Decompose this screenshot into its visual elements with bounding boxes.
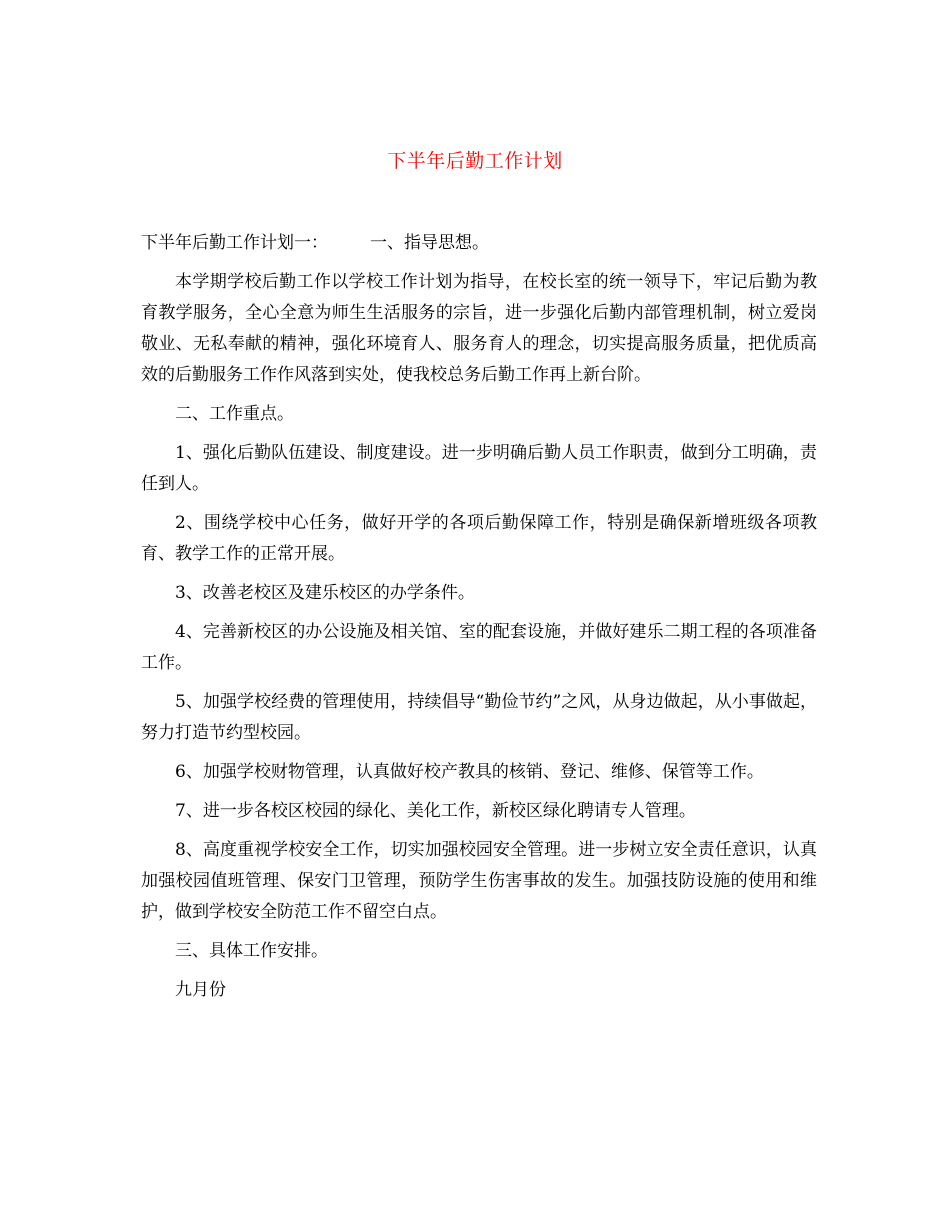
document-body (141, 228, 817, 1014)
paragraph-item-5: 5、加强学校经费的管理使用，持续倡导“勤俭节约”之风，从身边做起，从小事做起，努力打造节约型校园。 (141, 692, 817, 743)
paragraph-item-3: 3、改善老校区及建乐校区的办学条件。 (175, 583, 475, 603)
paragraph-item-6: 6、加强学校财物管理，认真做好校产教具的核销、登记、维修、保管等工作。 (175, 762, 764, 782)
document-title: 下半年后勤工作计划 (387, 150, 563, 172)
section-heading-key-work: 二、工作重点。 (175, 404, 294, 424)
section-heading-schedule: 三、具体工作安排。 (175, 941, 328, 961)
lead-line (141, 228, 817, 259)
paragraph-item-4: 4、完善新校区的办公设施及相关馆、室的配套设施，并做好建乐二期工程的各项准备工作。 (141, 622, 817, 673)
section-heading-guiding-ideology: 一、指导思想。 (370, 233, 489, 253)
paragraph-guiding-ideology: 本学期学校后勤工作以学校工作计划为指导，在校长室的统一领导下，牢记后勤为教育教学服务，全心全意为师生生活服务的宗旨，进一步强化后勤内部管理机制，树立爱岗敬业、无私奉献的精神，强化环境育人、服务育人的理念，切实提高服务质量，把优质高效的后勤服务工作作风落到实处，使我校总务后勤工作再上新台阶。 (141, 272, 817, 385)
paragraph-item-1: 1、强化后勤队伍建设、制度建设。进一步明确后勤人员工作职责，做到分工明确，责任到人。 (141, 443, 817, 494)
paragraph-item-2: 2、围绕学校中心任务，做好开学的各项后勤保障工作，特别是确保新增班级各项教育、教学工作的正常开展。 (141, 513, 817, 564)
month-heading-september: 九月份 (175, 980, 226, 1000)
paragraph-item-7: 7、进一步各校区校园的绿化、美化工作，新校区绿化聘请专人管理。 (175, 801, 696, 821)
paragraph-item-8: 8、高度重视学校安全工作，切实加强校园安全管理。进一步树立安全责任意识，认真加强校园值班管理、保安门卫管理，预防学生伤害事故的发生。加强技防设施的使用和维护，做到学校安全防范工作不留空白点。 (141, 840, 817, 922)
lead-label: 下半年后勤工作计划一： (141, 233, 328, 253)
